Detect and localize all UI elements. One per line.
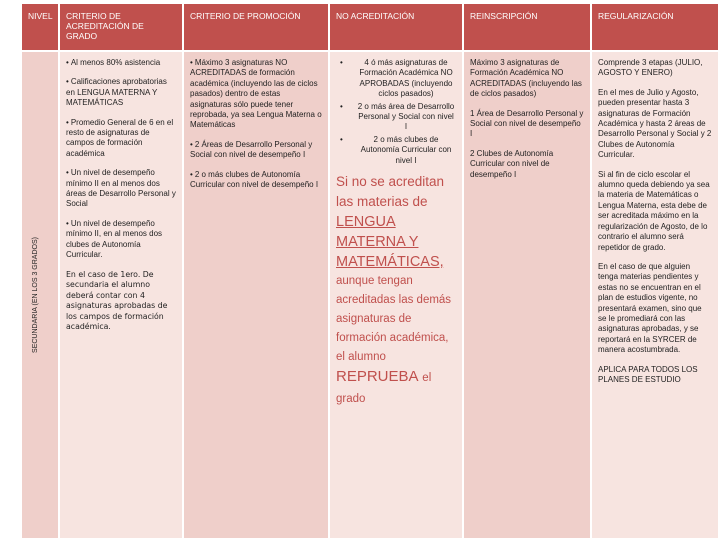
promocion-item-2 <box>190 140 322 161</box>
warning-part-1: Si no se acreditan las materias de <box>336 174 445 210</box>
warning-part-3: aunque tengan acreditadas las demás asignaturas de formación académica, el alumno <box>336 275 452 364</box>
no-acreditacion-item-3: • 2 o más clubes de Autonomía Curricular con nivel I <box>336 135 456 166</box>
nivel-cell <box>22 52 58 538</box>
header-criterio-acreditacion-text: CRITERIO DE ACREDITACIÓN DE GRADO <box>66 11 144 41</box>
acreditacion-item-1-text: Al menos 80% asistencia <box>70 58 161 67</box>
promocion-item-2-text: 2 Áreas de Desarrollo Personal y Social con nivel de desempeño I <box>190 139 313 160</box>
header-regularizacion-text: REGULARIZACIÓN <box>598 11 674 21</box>
no-acreditacion-list <box>336 58 456 166</box>
bullet: • <box>66 58 69 67</box>
bullet: • <box>66 168 69 178</box>
acreditacion-item-5 <box>66 219 176 261</box>
acreditacion-item-2 <box>66 77 176 108</box>
acreditacion-item-4-text: Un nivel de desempeño mínimo II en al menos dos áreas de Desarrollo Personal y Social <box>66 168 176 209</box>
acreditacion-item-2-text: Calificaciones aprobatorias en LENGUA MATERNA Y MATEMÁTICAS <box>66 77 167 108</box>
header-no-acreditacion <box>330 4 462 50</box>
promocion-cell <box>184 52 328 538</box>
regularizacion-cell <box>592 52 718 538</box>
promocion-item-3 <box>190 170 322 191</box>
reinscripcion-item-3: 2 Clubes de Autonomía Curricular con nivel de desempeño I <box>470 148 554 179</box>
header-nivel <box>22 4 58 50</box>
acreditacion-item-5-text: Un nivel de desempeño mínimo II, en al menos dos clubes de Autonomía Curricular. <box>66 218 163 260</box>
reinscripcion-item-2: 1 Área de Desarrollo Personal y Social con nivel de desempeño I <box>470 108 584 139</box>
acreditacion-cell <box>60 52 182 538</box>
header-nivel-text: NIVEL <box>28 11 53 21</box>
warning-part-5: el grado <box>336 372 432 406</box>
bullet: • <box>190 169 193 179</box>
reinscripcion-cell <box>464 52 590 538</box>
bullet: • <box>190 58 193 67</box>
acreditacion-item-4 <box>66 168 176 210</box>
promocion-item-1 <box>190 58 322 131</box>
header-no-acreditacion-text: NO ACREDITACIÓN <box>336 11 415 21</box>
acreditacion-item-3 <box>66 118 176 160</box>
no-acreditacion-item-2: • 2 o más área de Desarrollo Personal y Social con nivel I <box>336 102 456 133</box>
regularizacion-p1: Comprende 3 etapas (JULIO, AGOSTO Y ENERO) <box>598 58 703 78</box>
regularizacion-p3: Si al fin de ciclo escolar el alumno queda debiendo ya sea la materia de Matemáticas o Lengua Materna, esta debe de ser acreditada máximo en la regularización de Agosto, de lo contrario el alumno será repetidor de grado. <box>598 169 710 252</box>
bullet: • <box>66 218 69 228</box>
no-acreditacion-item-1: • 4 ó más asignaturas de Formación Académica NO APROBADAS (incluyendo ciclos pasados) <box>336 58 456 100</box>
regularizacion-p2: En el mes de Julio y Agosto, pueden presentar hasta 3 asignaturas de Formación Académica y hasta 2 áreas de Desarrollo Personal y Social y 2 Clubes de Autonomía Curricular. <box>598 87 712 160</box>
warning-part-2: LENGUA MATERNA Y MATEMÁTICAS, <box>336 214 444 271</box>
acreditacion-note: En el caso de 1ero. De secundaria el alumno deberá contar con 4 asignaturas aprobadas de los campos de formación académica. <box>66 269 168 331</box>
bullet: • <box>66 77 69 87</box>
bullet: • <box>66 117 69 127</box>
promocion-item-1-text: Máximo 3 asignaturas NO ACREDITADAS de formación académica (incluyendo las de ciclos pasados) dentro de estas asignaturas sólo puede tener reprobada, ya sea Lengua Materna o Matemáticas <box>190 58 322 130</box>
acreditacion-item-3-text: Promedio General de 6 en el resto de asignaturas de campos de formación académica <box>66 117 174 158</box>
header-criterio-promocion-text: CRITERIO DE PROMOCIÓN <box>190 11 301 21</box>
reinscripcion-item-1: Máximo 3 asignaturas de Formación Académica NO ACREDITADAS (incluyendo las de ciclos pasados) <box>470 58 582 99</box>
header-regularizacion <box>592 4 718 50</box>
regularizacion-p5: APLICA PARA TODOS LOS PLANES DE ESTUDIO <box>598 364 698 384</box>
header-criterio-promocion <box>184 4 328 50</box>
header-reinscripcion <box>464 4 590 50</box>
nivel-vertical-label: SECUNDARIA (EN LOS 3 GRADOS) <box>32 237 39 353</box>
header-criterio-acreditacion <box>60 4 182 50</box>
no-acreditacion-cell <box>330 52 462 538</box>
reprobacion-warning <box>336 172 456 409</box>
acreditacion-item-1 <box>66 58 176 68</box>
warning-part-4: REPRUEBA <box>336 368 419 386</box>
promocion-item-3-text: 2 o más clubes de Autonomía Curricular con nivel de desempeño I <box>190 169 319 190</box>
bullet: • <box>190 139 193 149</box>
header-reinscripcion-text: REINSCRIPCIÓN <box>470 11 538 21</box>
regularizacion-p4: En el caso de que alguien tenga materias pendientes y estas no se encuentran en el plan de estudios vigente, no presentará examen, sino que se le promediará con las asignaturas aprobadas, y se reportará en la SYRCER de manera acostumbrada. <box>598 261 702 355</box>
